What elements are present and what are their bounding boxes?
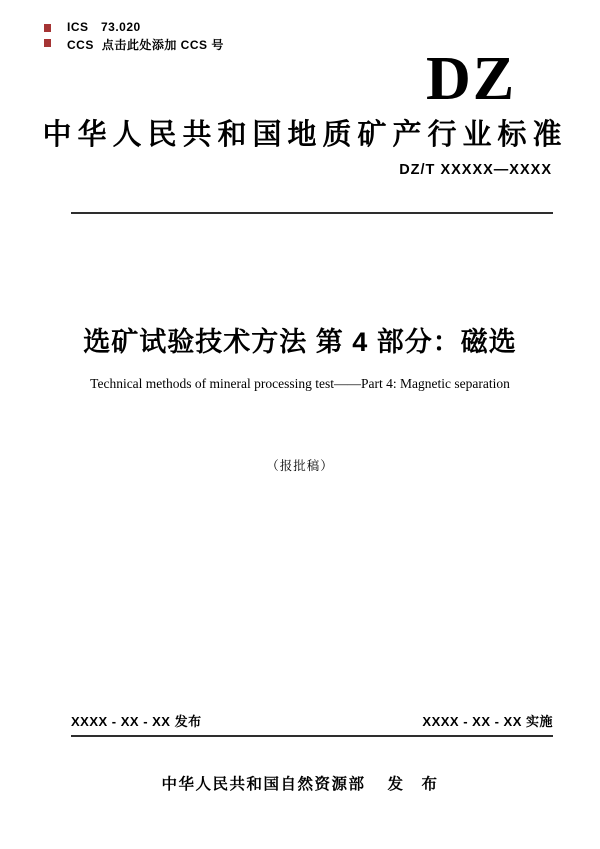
revision-marker-icon <box>44 39 51 47</box>
header-divider <box>71 212 553 214</box>
ics-label: ICS <box>67 20 89 34</box>
footer-divider <box>71 735 553 737</box>
implementation-date: XXXX - XX - XX 实施 <box>422 714 553 729</box>
standard-logo: DZ <box>426 45 517 113</box>
standard-type-heading: 中华人民共和国地质矿产行业标准 <box>42 119 568 151</box>
publisher-line <box>0 772 600 794</box>
draft-status: （报批稿） <box>266 459 334 473</box>
standard-number: DZ/T XXXXX—XXXX <box>399 162 552 178</box>
revision-marker-icon <box>44 24 51 32</box>
ics-line <box>67 20 141 34</box>
ccs-label: CCS <box>67 38 94 52</box>
publisher-name: 中华人民共和国自然资源部 <box>161 776 366 793</box>
ics-value: 73.020 <box>101 20 141 34</box>
document-title-english: Technical methods of mineral processing test——Part 4: Magnetic separation <box>90 376 510 391</box>
ccs-placeholder[interactable]: 点击此处添加 CCS 号 <box>101 38 224 52</box>
ccs-line <box>67 36 224 53</box>
publish-word: 发 布 <box>387 776 439 793</box>
issue-date: XXXX - XX - XX 发布 <box>71 714 202 729</box>
document-title-chinese: 选矿试验技术方法 第 4 部分：磁选 <box>83 327 517 357</box>
